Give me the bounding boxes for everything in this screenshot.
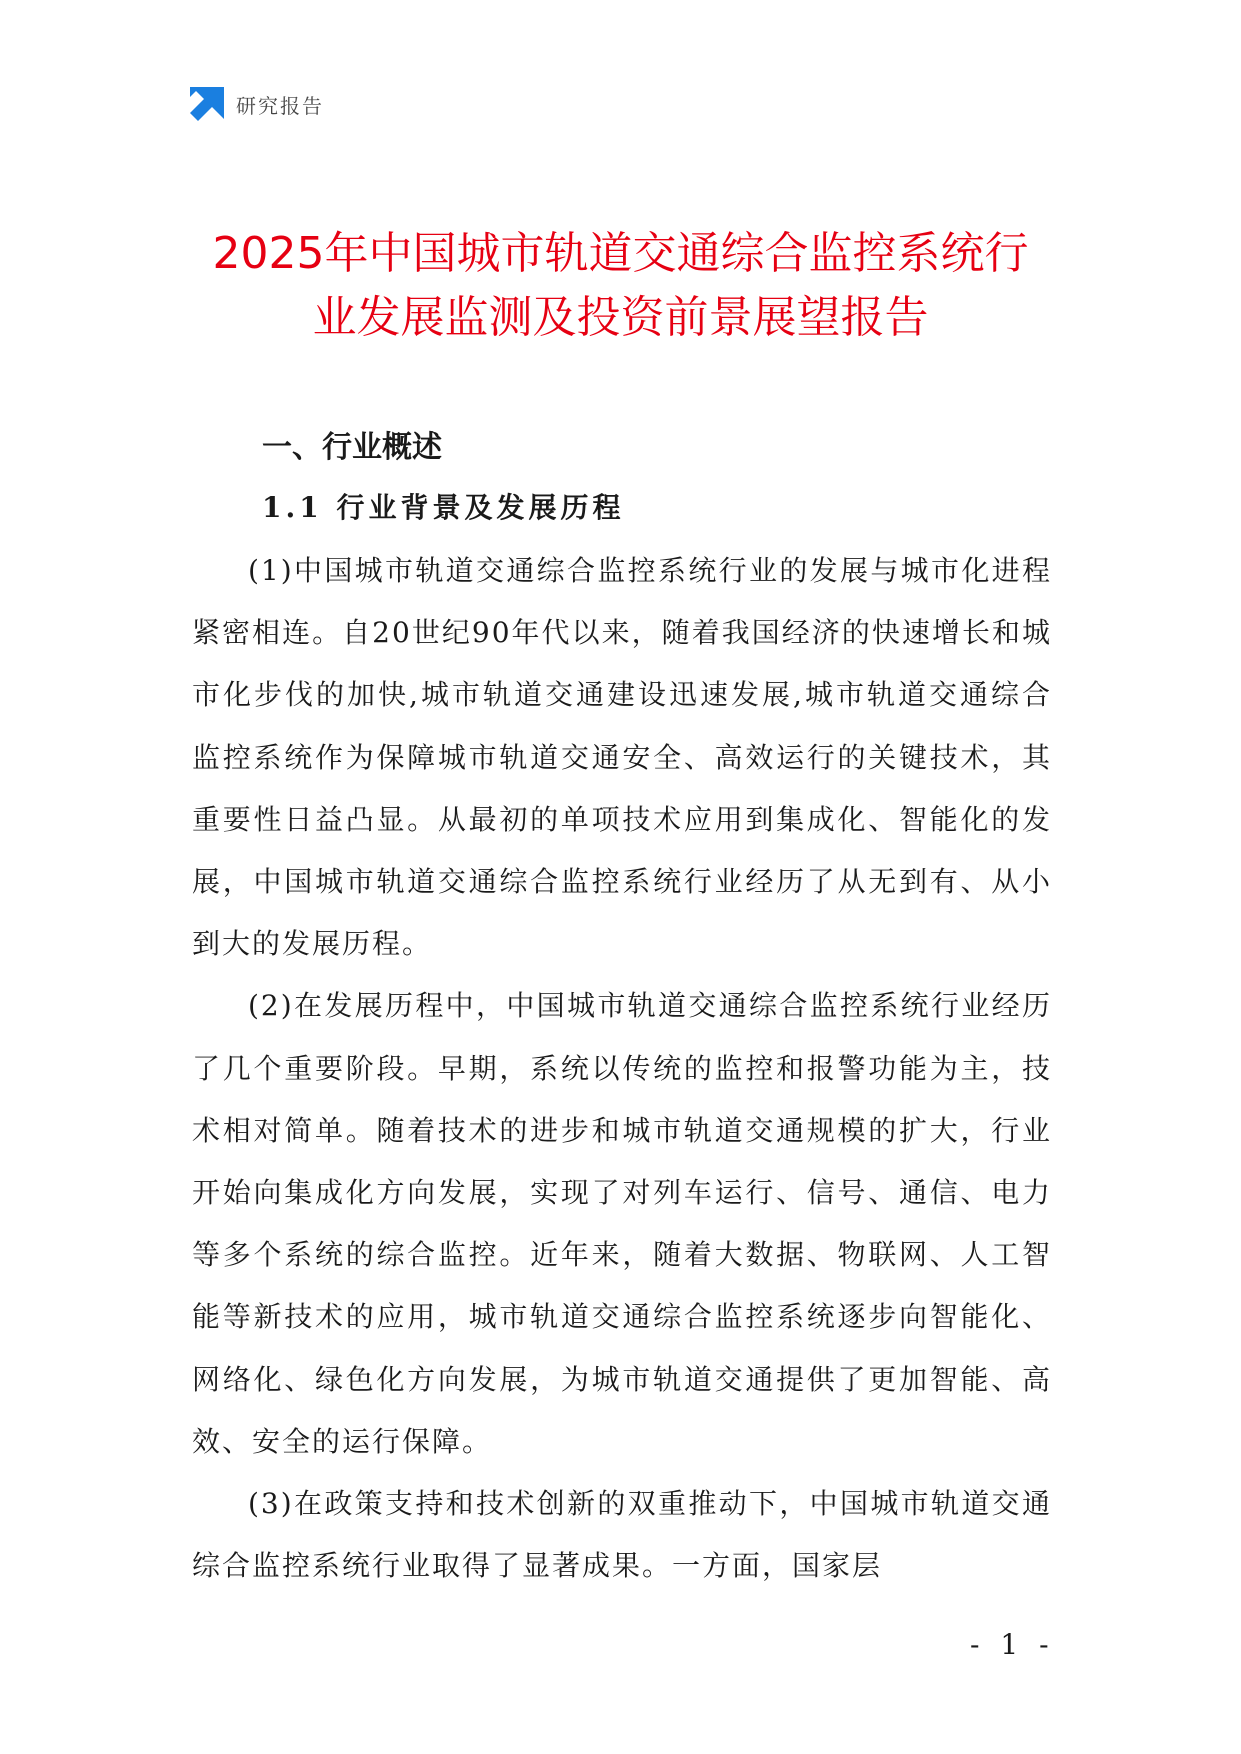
report-header bbox=[190, 86, 324, 122]
report-title bbox=[150, 222, 1091, 350]
body-text bbox=[192, 540, 1052, 1597]
header-label: 研究报告 bbox=[236, 93, 324, 118]
subsection-heading: 1.1 行业背景及发展历程 bbox=[262, 491, 625, 524]
paragraph-2: (2)在发展历程中，中国城市轨道交通综合监控系统行业经历了几个重要阶段。早期，系统以传统的监控和报警功能为主，技术相对简单。随着技术的进步和城市轨道交通规模的扩大，行业开始向集成化方向发展，实现了对列车运行、信号、通信、电力等多个系统的综合监控。近年来，随着大数据、物联网、人工智能等新技术的应用，城市轨道交通综合监控系统逐步向智能化、网络化、绿色化方向发展，为城市轨道交通提供了更加智能、高效、安全的运行保障。 bbox=[192, 989, 1052, 1458]
report-title-line-1: 2025年中国城市轨道交通综合监控系统行 bbox=[212, 228, 1029, 279]
page-number: - 1 - bbox=[970, 1628, 1055, 1661]
section-heading: 一、行业概述 bbox=[262, 430, 442, 465]
paragraph-1: (1)中国城市轨道交通综合监控系统行业的发展与城市化进程紧密相连。自20世纪90年代以来，随着我国经济的快速增长和城市化步伐的加快,城市轨道交通建设迅速发展,城市轨道交通综合监控系统作为保障城市轨道交通安全、高效运行的关键技术，其重要性日益凸显。从最初的单项技术应用到集成化、智能化的发展，中国城市轨道交通综合监控系统行业经历了从无到有、从小到大的发展历程。 bbox=[192, 554, 1052, 961]
report-title-line-2: 业发展监测及投资前景展望报告 bbox=[312, 292, 929, 343]
paragraph-3: (3)在政策支持和技术创新的双重推动下，中国城市轨道交通综合监控系统行业取得了显著成果。一方面，国家层 bbox=[192, 1487, 1052, 1583]
arrow-logo-icon bbox=[190, 87, 224, 121]
